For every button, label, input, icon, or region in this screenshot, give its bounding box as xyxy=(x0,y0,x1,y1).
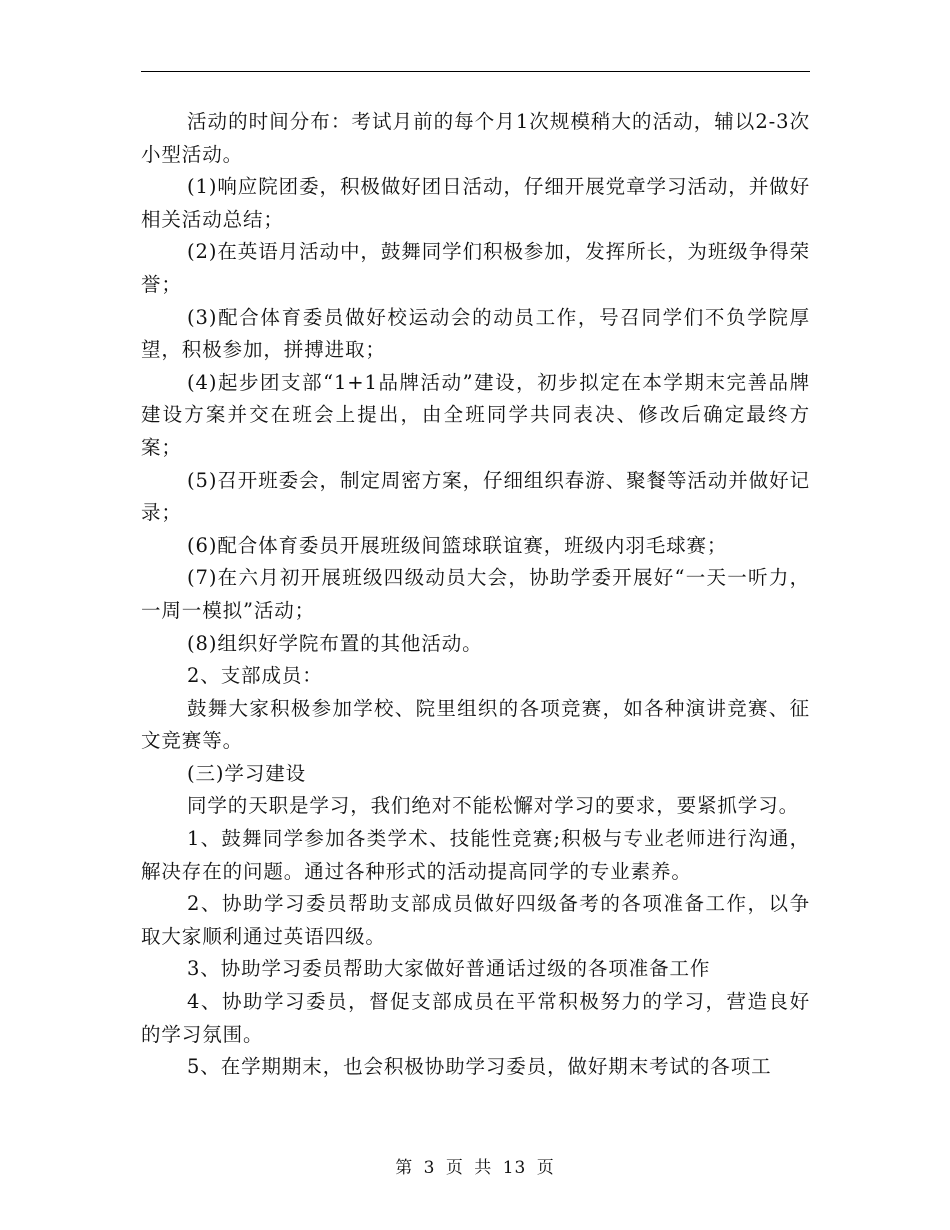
paragraph: (5)召开班委会，制定周密方案，仔细组织春游、聚餐等活动并做好记录； xyxy=(141,468,810,525)
paragraph: (4)起步团支部“1+1品牌活动”建设，初步拟定在本学期末完善品牌建设方案并交在班会上提出，由全班同学共同表决、修改后确定最终方案； xyxy=(141,370,810,459)
paragraph: 4、协助学习委员，督促支部成员在平常积极努力的学习，营造良好的学习氛围。 xyxy=(141,990,810,1046)
paragraph: (8)组织好学院布置的其他活动。 xyxy=(187,631,483,655)
paragraph: 2、协助学习委员帮助支部成员做好四级备考的各项准备工作，以争取大家顺利通过英语四级。 xyxy=(141,892,810,948)
paragraph: 鼓舞大家积极参加学校、院里组织的各项竞赛，如各种演讲竞赛、征文竞赛等。 xyxy=(141,696,810,753)
paragraph: (2)在英语月活动中，鼓舞同学们积极参加，发挥所长，为班级争得荣誉； xyxy=(141,240,810,296)
paragraph: (3)配合体育委员做好校运动会的动员工作，号召同学们不负学院厚望，积极参加，拼搏进取； xyxy=(141,305,810,362)
header-rule xyxy=(141,71,810,72)
paragraph: (6)配合体育委员开展班级间篮球联谊赛，班级内羽毛球赛； xyxy=(187,533,728,557)
paragraph: (1)响应院团委，积极做好团日活动，仔细开展党章学习活动，并做好相关活动总结； xyxy=(141,175,810,231)
body-text xyxy=(141,106,810,1084)
paragraph: 3、协助学习委员帮助大家做好普通话过级的各项准备工作 xyxy=(187,957,711,981)
paragraph: (7)在六月初开展班级四级动员大会，协助学委开展好“一天一听力，一周一模拟”活动； xyxy=(141,566,810,622)
paragraph: 1、鼓舞同学参加各类学术、技能性竞赛;积极与专业老师进行沟通，解决存在的问题。通过各种形式的活动提高同学的专业素养。 xyxy=(141,827,810,883)
section-heading: (三)学习建设 xyxy=(187,761,307,785)
paragraph: 活动的时间分布：考试月前的每个月1次规模稍大的活动，辅以2-3次小型活动。 xyxy=(141,110,810,166)
section-heading: 2、支部成员： xyxy=(187,664,323,688)
paragraph: 同学的天职是学习，我们绝对不能松懈对学习的要求，要紧抓学习。 xyxy=(187,794,800,818)
page-number-footer: 第 3 页 共 13 页 xyxy=(395,1158,555,1178)
paragraph: 5、在学期期末，也会积极协助学习委员，做好期末考试的各项工 xyxy=(187,1055,772,1079)
